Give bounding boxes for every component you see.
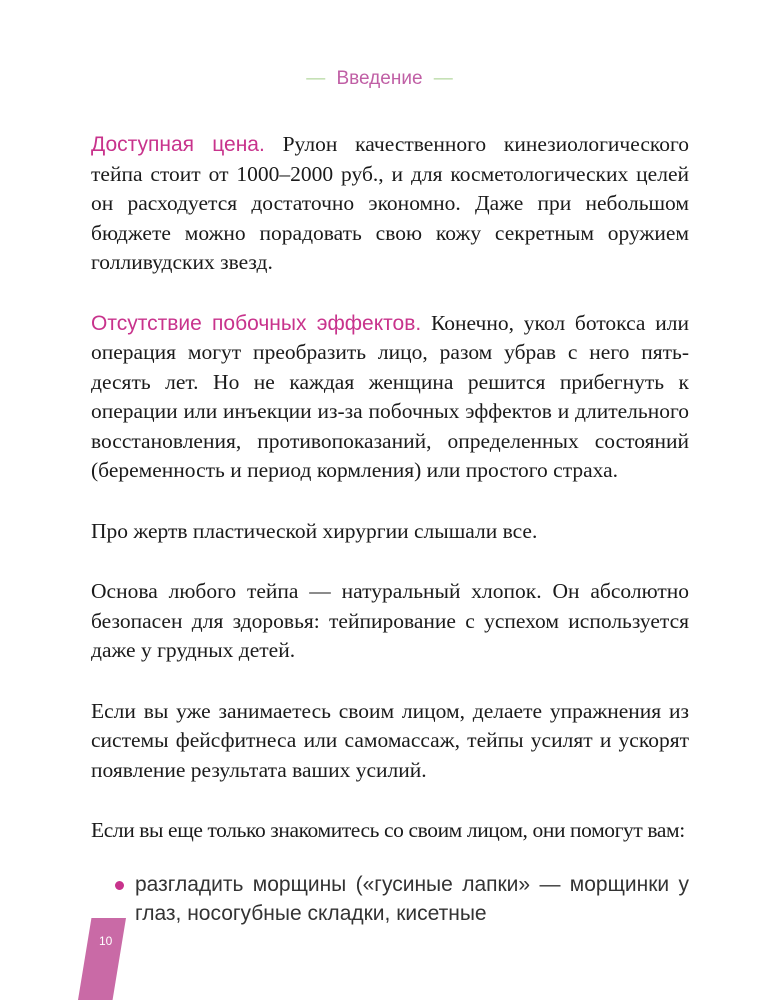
section-title: Введение: [336, 68, 423, 89]
page-body: [91, 130, 689, 929]
header-dash-right: —: [433, 68, 453, 89]
paragraph-intro-list: Если вы еще только знакомитесь со своим лицом, они помогут вам:: [91, 818, 685, 842]
paragraph-text: Конечно, укол ботокса или операция могут преобразить лицо, разом убрав с него пять-десять лет. Но не каждая женщина решится прибегнуть к операции или инъекции из-за побочных эффектов и длительного восстановления, противопоказаний, определенных состояний (беременность и период кормления) или простого страха.: [91, 310, 689, 482]
benefits-list: [91, 870, 689, 929]
page-number: 10: [99, 934, 113, 948]
section-header: [0, 68, 759, 90]
paragraph-side-effects: [91, 309, 689, 486]
paragraph-victims: Про жертв пластической хирургии слышали все.: [91, 518, 538, 543]
paragraph-facefitness: Если вы уже занимаетесь своим лицом, делаете упражнения из системы фейсфитнеса или самомассаж, тейпы усилят и ускорят появление результата ваших усилий.: [91, 698, 689, 782]
paragraph-price: [91, 130, 689, 278]
list-item-text: разгладить морщины («гусиные лапки» — морщинки у глаз, носогубные складки, кисетные: [135, 872, 689, 925]
list-item: [91, 870, 689, 929]
lead-price: Доступная цена.: [91, 133, 265, 156]
paragraph-text: Рулон качественного кинезиологического тейпа стоит от 1000–2000 руб., и для косметологических целей он расходуется достаточно экономно. Даже при небольшом бюджете можно порадовать свою кожу секретным оружием голливудских звезд.: [91, 132, 689, 274]
page-number-tab: [78, 918, 126, 1000]
header-dash-left: —: [306, 68, 326, 89]
paragraph-cotton: Основа любого тейпа — натуральный хлопок. Он абсолютно безопасен для здоровья: тейпирование с успехом используется даже у грудных детей.: [91, 579, 689, 662]
bullet-icon: [115, 881, 124, 890]
lead-side-effects: Отсутствие побочных эффектов.: [91, 311, 422, 335]
